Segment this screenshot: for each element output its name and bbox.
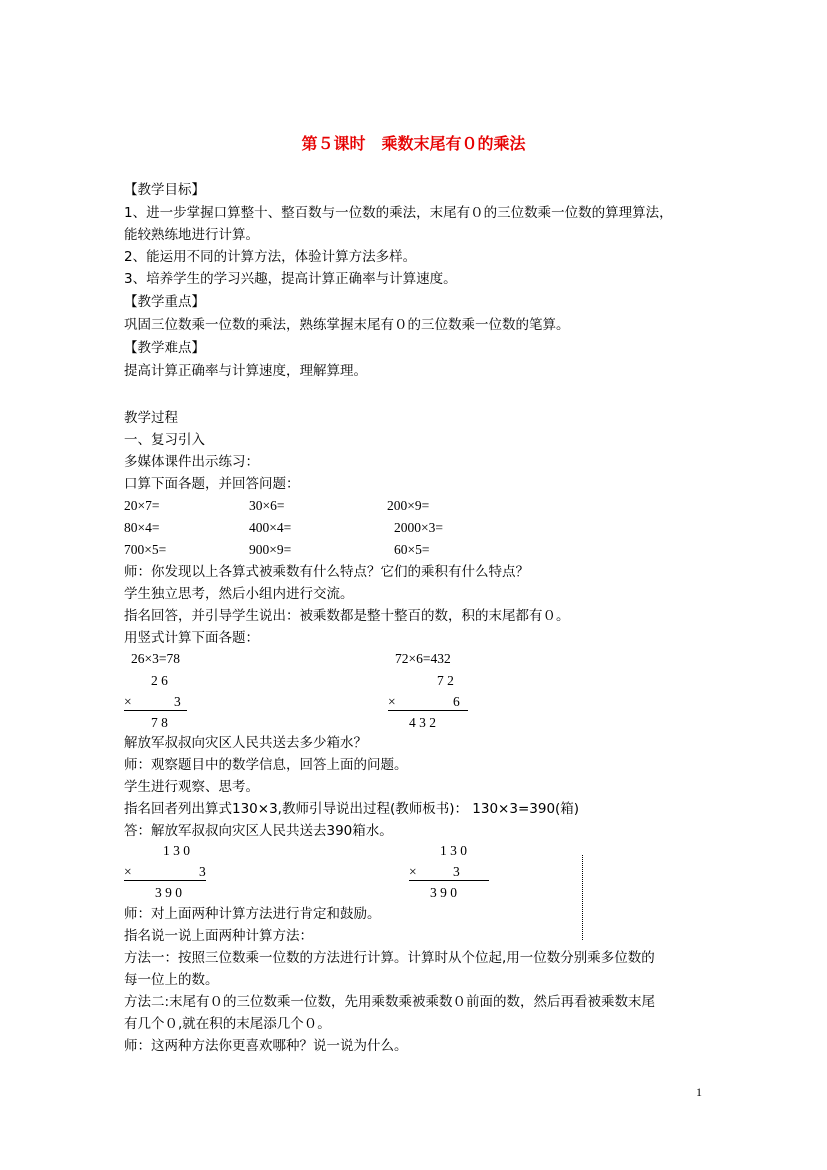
oral-problem: 20×7= (124, 498, 160, 513)
goal-1-line-2: 能较熟练地进行计算。 (124, 227, 259, 243)
calc-result: 4 3 2 (409, 715, 436, 730)
process-line: 指名说一说上面两种计算方法： (124, 928, 313, 944)
calc-top: 1 3 0 (163, 843, 190, 858)
key-text: 巩固三位数乘一位数的乘法，熟练掌握末尾有０的三位数乘一位数的笔算。 (124, 317, 570, 333)
goals-heading: 【教学目标】 (124, 182, 205, 198)
process-line: 指名回答，并引导学生说出：被乘数都是整十整百的数，积的末尾都有０。 (124, 608, 570, 624)
calc-top: 2 6 (151, 673, 168, 688)
difficulty-heading: 【教学难点】 (124, 340, 205, 356)
process-line: 师：对上面两种计算方法进行肯定和鼓励。 (124, 906, 381, 922)
process-line: 师：观察题目中的数学信息，回答上面的问题。 (124, 757, 408, 773)
calc-top: 7 2 (437, 673, 454, 688)
method-1-line-2: 每一位上的数。 (124, 972, 219, 988)
process-line: 用竖式计算下面各题： (124, 630, 259, 646)
process-heading: 教学过程 (124, 410, 178, 426)
process-line: 师：你发现以上各算式被乘数有什么特点？它们的乘积有什么特点？ (124, 564, 529, 580)
calc-operator: × (388, 694, 396, 709)
dotted-divider (582, 855, 583, 940)
process-line: 指名回者列出算式130×3,教师引导说出过程(教师板书)： 130×3=390(箱) (124, 801, 580, 817)
calc-multiplier: 3 (199, 864, 206, 879)
process-line: 解放军叔叔向灾区人民共送去多少箱水？ (124, 735, 367, 751)
oral-problem: 60×5= (394, 542, 430, 557)
process-line: 答：解放军叔叔向灾区人民共送去390箱水。 (124, 823, 393, 839)
process-line: 学生独立思考，然后小组内进行交流。 (124, 586, 354, 602)
process-line: 学生进行观察、思考。 (124, 779, 259, 795)
calc-multiplier: 6 (453, 694, 460, 709)
calc-multiplier: 3 (453, 864, 460, 879)
page-title: 第５课时 乘数末尾有０的乘法 (301, 134, 526, 153)
page-number: 1 (696, 1085, 702, 1099)
process-line: 口算下面各题，并回答问题： (124, 476, 300, 492)
method-2-line-1: 方法二:末尾有０的三位数乘一位数，先用乘数乘被乘数０前面的数，然后再看被乘数末尾 (124, 994, 656, 1010)
calc-result: 7 8 (151, 715, 168, 730)
goal-1-line-1: 1、进一步掌握口算整十、整百数与一位数的乘法，末尾有０的三位数乘一位数的算理算法， (124, 205, 673, 221)
process-line: 师：这两种方法你更喜欢哪种？说一说为什么。 (124, 1038, 408, 1054)
oral-problem: 2000×3= (394, 520, 443, 535)
method-2-line-2: 有几个０,就在积的末尾添几个０。 (124, 1016, 331, 1032)
calc-equation: 26×3=78 (131, 651, 180, 666)
calc-rule (409, 880, 489, 881)
calc-equation: 72×6=432 (395, 651, 451, 666)
oral-problem: 400×4= (249, 520, 292, 535)
calc-operator: × (124, 864, 132, 879)
goal-3: 3、培养学生的学习兴趣，提高计算正确率与计算速度。 (124, 271, 457, 287)
calc-result: 3 9 0 (430, 885, 457, 900)
calc-rule (124, 710, 187, 711)
calc-operator: × (124, 694, 132, 709)
oral-problem: 200×9= (387, 498, 430, 513)
process-line: 多媒体课件出示练习： (124, 454, 259, 470)
method-1-line-1: 方法一：按照三位数乘一位数的方法进行计算。计算时从个位起,用一位数分别乘多位数的 (124, 950, 655, 966)
oral-problem: 700×5= (124, 542, 167, 557)
oral-problem: 30×6= (249, 498, 285, 513)
difficulty-text: 提高计算正确率与计算速度，理解算理。 (124, 363, 367, 379)
calc-result: 3 9 0 (155, 885, 182, 900)
goal-2: 2、能运用不同的计算方法，体验计算方法多样。 (124, 249, 417, 265)
oral-problem: 80×4= (124, 520, 160, 535)
part-1-heading: 一、复习引入 (124, 432, 205, 448)
calc-rule (124, 880, 206, 881)
calc-operator: × (409, 864, 417, 879)
calc-rule (388, 710, 468, 711)
calc-multiplier: 3 (174, 694, 181, 709)
oral-problem: 900×9= (249, 542, 292, 557)
key-heading: 【教学重点】 (124, 294, 205, 310)
calc-top: 1 3 0 (440, 843, 467, 858)
